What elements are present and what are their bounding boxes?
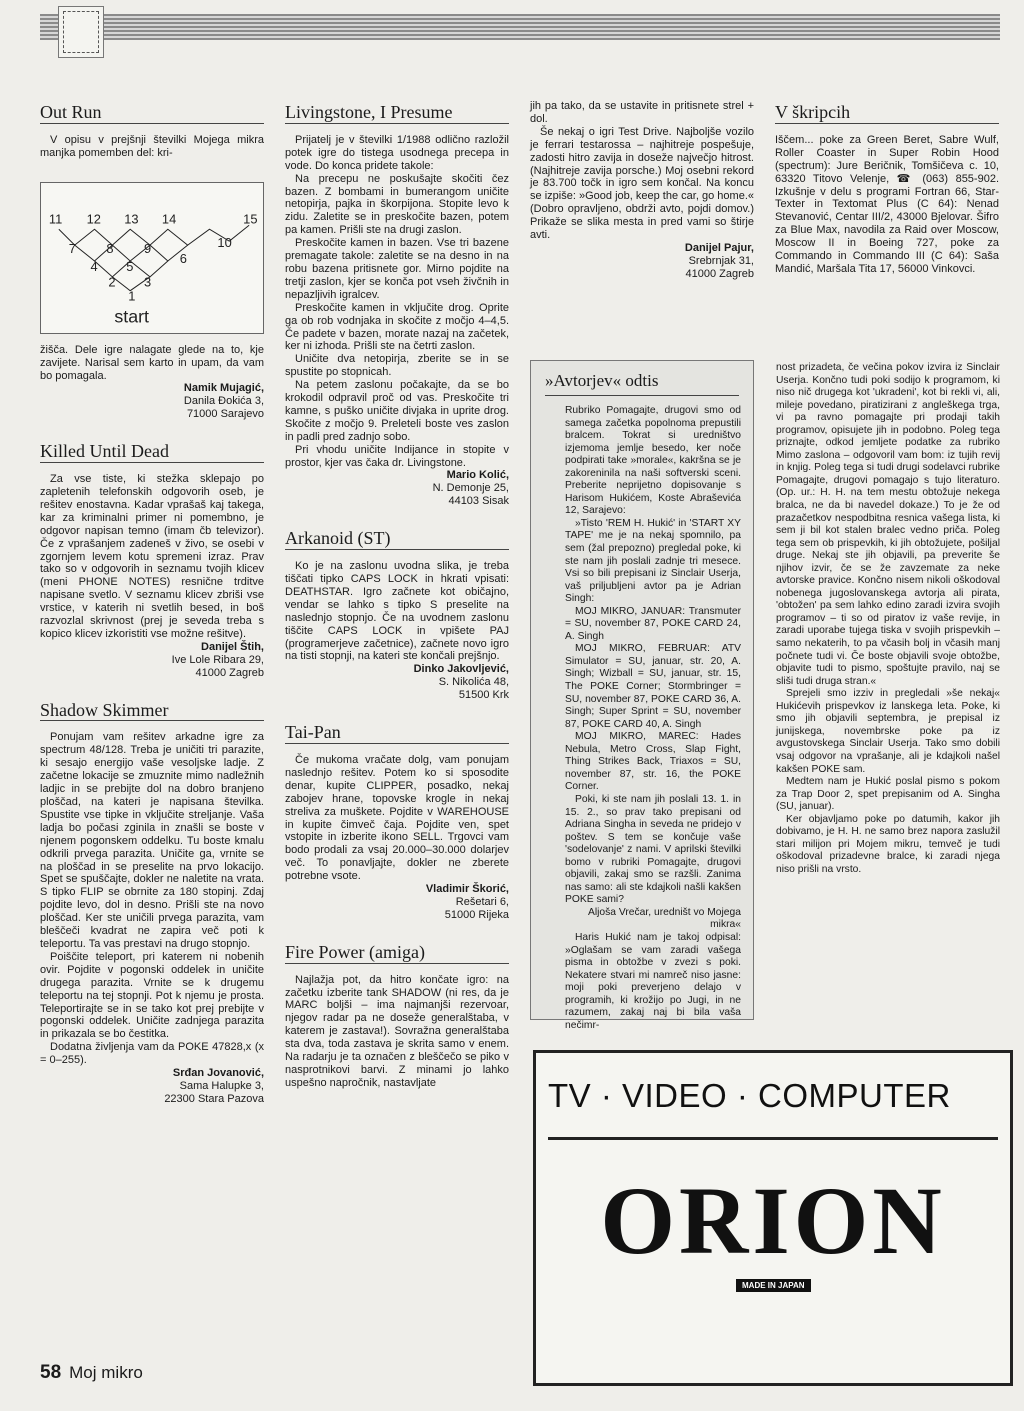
box-left-text: [565, 405, 741, 1032]
test-drive-text: Še nekaj o igri Test Drive. Najboljše vozilo je ferrari testarossa – najhitreje pospešuje, zadosti hitro zavija in doseže največjo hitrost. (Najhitreje zavija porsche.) Moj osebni rekord je 83.700 točk in igro sem končal. Na koncu se izpiše: »Good job, keep the car, go home.« (Dobro opravljeno, obdrži avto, pojdi domov.) Prikaže se slika mesta in pred vami so štirje avti.: [530, 125, 754, 242]
box-paragraph: »Tisto 'REM H. Hukić' in 'START XY TAPE' me je na nekaj spomnilo, pa sem (žal prepozno) pregledal poke, ki ste nam jih poslali zadnje tri mesece. Vsi so bili prepisani iz Sinclair Userja, vaš priljubljeni avtor pa je Adrian Singh:: [565, 517, 741, 605]
box-paragraph: Aljoša Vrečar, uredništ vo Mojega mikra«: [587, 906, 741, 931]
column-2: [285, 100, 509, 1090]
box-right-text: [776, 362, 1000, 876]
address-line: Ive Lole Ribara 29,: [171, 653, 264, 666]
signature: Danijel Pajur,: [684, 241, 754, 254]
column-4: [775, 100, 999, 276]
box-paragraph: Rubriko Pomagajte, drugovi smo od samega začetka popolnoma prepustili bralcem. Tokrat si uredništvo izjemoma jemlje besedo, ker noče podpirati take »morale«, kakršna se je zakoreninila na naši softverski sceni. Preberite neprijetno dopisovanje s Harisom Hukićem, Koste Abraševića 12, Sarajevo:: [565, 405, 741, 517]
map-node: 14: [161, 211, 177, 227]
box-paragraph: MOJ MIKRO, MAREC: Hades Nebula, Metro Cross, Slap Fight, Thing Strikes Back, Triaxos = SU, november 87, str. 16, the POKE Corner.: [565, 731, 741, 793]
livingstone-text: Uničite dva netopirja, zberite se in se spustite po stopnicah.: [285, 353, 509, 379]
address-line: 44103 Sisak: [448, 495, 509, 508]
address-line: Danila Đokića 3,: [183, 395, 264, 408]
map-node: 4: [90, 258, 98, 274]
address-line: Sama Halupke 3,: [179, 1079, 264, 1092]
signature: Srđan Jovanović,: [172, 1067, 264, 1080]
avtorjev-odtis-box: [530, 360, 754, 1031]
signature: Dinko Jakovljević,: [413, 663, 509, 676]
heading-shadow-skimmer: Shadow Skimmer: [40, 704, 264, 722]
shadow-skimmer-text: Ponujam vam rešitev arkadne igre za spectrum 48/128. Treba je uničiti tri parazite, ki sesajo energijo vaše vesoljske ladje. Z začetne lokacije se zmuznite mimo nadležnih ladjic in se prebijte dol na dobro branjeno ploščad, na kateri je napisana številka. Spustite vse tipke in vključite streljanje. Vaša ladja bo počasi zginila in znašli se boste v njenem pogonskem oddelku. Tu boste kmalu odkrili prvega parazita. Uničite ga, vrnite se na ploščad in se preselite na prvo lokacijo. Spet se spuščajte, dokler ne naletite na vrata. S tipko FLIP se obrnite za 180 stopinj. Zdaj pojdite levo, dol in desno. Prišli ste na novo ploščad. Ker ste uničili prvega parazita, vam bleščeči kvadrat ne zapira več poti k teleportu. Ta vas prestavi na drugo stopnjo.: [40, 731, 264, 950]
out-run-map-drawing: [41, 183, 263, 333]
address-line: Rešetari 6,: [455, 895, 509, 908]
map-node: 7: [68, 240, 76, 256]
heading-killed-until-dead: Killed Until Dead: [40, 445, 264, 463]
map-node: 11: [48, 211, 63, 227]
arkanoid-text: Ko je na zaslonu uvodna slika, je treba tiščati tipko CAPS LOCK in hkrati vpisati: DEATHSTAR. Igro začnete kot običajno, vendar se lahko s tipko S preselite na naslednjo stopnjo. Če na uvodnem zaslonu tiščite CAPS LOCK in vpišete PAJ (programerjeve začetnice), začnete novo igro na tisti stopnji, na kateri ste končali prejšnjo.: [285, 560, 509, 663]
signature: Vladimir Škorić,: [425, 883, 509, 896]
livingstone-text: Pri vhodu uničite Indijance in stopite v prostor, kjer vas čaka dr. Livingstone.: [285, 443, 509, 469]
heading-out-run: Out Run: [40, 106, 264, 124]
page-number: 58: [40, 1362, 62, 1383]
section-logo-icon: [58, 6, 104, 58]
map-node: 12: [86, 211, 101, 227]
shadow-skimmer-text-3: Dodatna življenja vam da POKE 47828,x (x = 0–255).: [40, 1041, 264, 1067]
livingstone-text: Na petem zaslonu počakajte, da se bo krokodil odpravil proč od vas. Preskočite tri kamne, s puško uničite divjaka in uprite drog. Skočite z močjo 9. Preleteli boste ves zaslon in padli pred zadnjo sobo.: [285, 379, 509, 443]
v-skripcih-text: Iščem... poke za Green Beret, Sabre Wulf, Roller Coaster in Super Robin Hood (spectrum): Jure Beričnik, Tomšičeva c. 10, 63320 Titovo Velenje, ☎ (063) 855-902. Izkušnje v delu s programi Fortran 66, Star-Texter in Textomat Plus (C 64): Nenad Stevanović, Centar III/2, 43000 Bjelovar. Šifro za Blue Max, navodila za Raid over Moscow, Moscow II in Boeing 727, poke za Commando in Commando III (C 64): Saša Mandić, Maršala Tita 17, 56000 Vinkovci.: [775, 133, 999, 275]
box-paragraph: MOJ MIKRO, FEBRUAR: ATV Simulator = SU, januar, str. 20, A. Singh; Wizball = SU, januar, str. 15, The POKE Corner; Stormbringer = SU, november 87, POKE CARD 36, A. Singh; Super Sprint = SU, november 87, POKE CARD 40, A. Singh: [565, 643, 741, 730]
address-line: 41000 Zagreb: [685, 267, 754, 280]
map-start-label: start: [114, 306, 150, 327]
signature: Danijel Štih,: [201, 640, 264, 653]
ad-made-in-badge: MADE IN JAPAN: [736, 1279, 811, 1292]
ad-brand-logo: ORION: [600, 1167, 946, 1274]
map-node: 15: [243, 211, 258, 227]
box-paragraph: Sprejeli smo izziv in pregledali »še nekaj« Hukićevih prispevkov iz lanskega leta. Poke, ki smo jih objavili septembra, je prepisal iz junijskega, novembrske poke pa iz avgustovskega Sinclair Userja. Tako smo dobili vsaj odgovor na vprašanje, ali je kdajkoli našel kakšen POKE sam.: [776, 688, 1000, 775]
heading-avtorjev-odtis: »Avtorjev« odtis: [545, 371, 739, 396]
column-1: [40, 100, 264, 1106]
livingstone-text: Prijatelj je v številki 1/1988 odlično razložil potek igre do tistega usodnega precepa in vode. Do konca pridete takole:: [285, 133, 509, 172]
header-stripe: [40, 14, 1000, 40]
orion-advertisement: [533, 1050, 1013, 1386]
heading-arkanoid: Arkanoid (ST): [285, 532, 509, 550]
column-3: [530, 100, 754, 281]
address-line: 22300 Stara Pazova: [164, 1092, 264, 1105]
box-paragraph: Haris Hukić nam je takoj odpisal: »Oglašam se vam zaradi vašega pisma in obtožbe v zvezi s poki. Nekatere stvari mi namreč niso jasne: moji poki preverjeno delajo v programih, ki krožijo po Jugi, in ne razumem, zakaj naj bi bila vaša nečimr-: [565, 931, 741, 1031]
map-node: 8: [106, 240, 114, 256]
out-run-text-2: žišča. Dele igre nalagate glede na to, kje zavijete. Narisal sem karto in upam, da vam bo pomagala.: [40, 343, 264, 382]
address-line: 51000 Rijeka: [444, 908, 509, 921]
heading-livingstone: Livingstone, I Presume: [285, 106, 509, 124]
heading-fire-power: Fire Power (amiga): [285, 946, 509, 964]
map-node: 2: [108, 274, 116, 290]
ad-tagline: TV · VIDEO · COMPUTER: [548, 1077, 951, 1114]
map-node: 6: [179, 250, 187, 266]
test-drive-text: jih pa tako, da se ustavite in pritisnete strel + dol.: [530, 100, 754, 125]
ad-divider: [548, 1137, 998, 1140]
magazine-name: Moj mikro: [69, 1363, 143, 1382]
address-line: 71000 Sarajevo: [186, 408, 264, 421]
out-run-map: [40, 182, 264, 334]
shadow-skimmer-text-2: Poiščite teleport, pri katerem ni nobenih ovir. Pojdite v pogonski oddelek in uničite drugega parazita. Vrnite se k drugemu teleportu na tej stopnji. Pot k njemu je prosta. Teleportirajte se in se tako kot prej prebijte v pogonski oddelek. Uničite zadnjega parazita in prikazala se bo čestitka.: [40, 950, 264, 1041]
map-node: 1: [128, 288, 136, 304]
out-run-text: V opisu v prejšnji številki Mojega mikra manjka pomemben del: kri-: [40, 133, 264, 159]
box-paragraph: MOJ MIKRO, JANUAR: Transmuter = SU, november 87, POKE CARD 24, A. Singh: [565, 605, 741, 642]
killed-until-dead-text: Za vse tiste, ki stežka sklepajo po zapletenih telefonskih odgovorih oseb, je rešitev enostavna. Kadar vprašaš kaj takega, kar za kriminalni primer ni pomembno, je odgovor napisan temno (imam čb televizor). Če z vprašanjem zadeneš v živo, se osebi v zgornjem levem kotu spremeni izraz. Prav tako so v odgovorih in seznamu tvojih klicev (meni PHONE NOTES) resnične trditve napisane svetlo. V seznamu klicev zbriši vse vrstice, v katerih ni svetlih besed, in boš razvozlal skrivnost (prej je seveda treba s kopico klicev izkoristiti vse možne rešitve).: [40, 473, 264, 640]
address-line: 51500 Krk: [458, 689, 509, 702]
map-node: 5: [126, 258, 134, 274]
signature: Namik Mujagić,: [183, 382, 264, 395]
address-line: Srebrnjak 31,: [688, 254, 754, 267]
address-line: N. Demonje 25,: [432, 482, 509, 495]
box-paragraph: nost prizadeta, če večina pokov izvira iz Sinclair Userja. Končno tudi poki sodijo k programom, ki niso nič drugega kot 'ukradeni', kot bi rekli vi, ali, mileje povedano, piratizirani z angleškega trga, vi pa ravno pomagajte pri prodaji takih programov, opisujete jih in podobno. Poleg tega priznajte, odkod jemljete podatke za rubriko Mimo zaslona – odgovoril vam bom: iz tujih revij in knjig. Poleg tega si tudi drugi sodelavci rubrike Pomagajte, drugovi pomagajo s tujo literaturo. (Op. ur.: H. H. na tem mestu obtožuje nekega bralca, ne da bi navedel dokaze.) To je že od prazačetkov nespodbitna resnica vašega lista, ki sem ji bil kot stalen bralec vedno priča. Poleg tega sem ob prispevkih, ki jih obtožujete, pošiljal druge. Nekaj ste jih objavili, pa preverite še njihov izvir, če se že zavzemate za neke avtorske pravice. Končno nisem nikoli oškodoval nobenega jugoslovanskega avtorja ali pirata, 'obtožen' pa sem lahko edino zaradi izvira svojih programov – ti so od piratov iz vaše revije, in zaradi uporabe tujega tiska v svojih prispevkih – samo nekaterih, to pa včasih bolj in včasih manj počnete tudi vi. Če boste objavili svoje obtožbe, objavite tudi to pismo, spoštujte pravilo, naj se sliši tudi druga stran.«: [776, 362, 1000, 687]
livingstone-text: Na precepu ne poskušajte skočiti čez bazen. Z bombami in bumerangom uničite netopirja, pajka in škorpijona. Stopite levo k zidu. Zaletite se in preskočite bazen, potem pa kamen. Prišli ste na drugi zaslon.: [285, 172, 509, 237]
address-line: 41000 Zagreb: [195, 666, 264, 679]
livingstone-text: Preskočite kamen in vključite drog. Oprite ga ob rob vodnjaka in skočite z močjo 4–4,5. Če padete v bazen, morate nazaj na začetek, ker ni izhoda. Prišli ste na četrti zaslon.: [285, 301, 509, 353]
heading-tai-pan: Tai-Pan: [285, 726, 509, 744]
page-footer: [40, 1362, 143, 1384]
box-paragraph: Poki, ki ste nam jih poslali 13. 1. in 15. 2., so prav tako prepisani od Adriana Singha in seveda ne pridejo v poštev. S tem se končuje vaše 'sodelovanje' z nami. V aprilski številki bomo v rubriki Pomagajte, drugovi objavili, zakaj smo se razšli. Zanima nas samo: ali ste kdajkoli našli kakšen POKE sami?: [565, 793, 741, 906]
signature: Mario Kolić,: [446, 469, 509, 482]
map-node: 13: [124, 211, 139, 227]
livingstone-text: Preskočite kamen in bazen. Vse tri bazene premagate takole: zaletite se na desno in na robu bazena pritisnete gor. Mirno pojdite na tretji zaslon, kjer se konča pot vseh živčnih in nepazljivih igralcev.: [285, 237, 509, 301]
address-line: S. Nikolića 48,: [438, 676, 509, 689]
map-node: 10: [217, 234, 232, 250]
box-paragraph: Medtem nam je Hukić poslal pismo s pokom za Trap Door 2, spet prepisanim od A. Singha (SU, januar).: [776, 776, 1000, 813]
heading-v-skripcih: V škripcih: [775, 106, 999, 124]
fire-power-text: Najlažja pot, da hitro končate igro: na začetku izberite tank SHADOW (ni res, da je MARC boljši – ima najmanjši rezervoar, njegov radar pa ne doseže generalštaba, v katerem je zastava!). Sovražna generalštaba sta dva, toda zastava je skrita samo v enem. Na radarju je ta označen z bleščečo se piko v nasprotnikovi barvi. Z minami jo lahko uspešno napročnik, nastavljate: [285, 973, 509, 1089]
box-paragraph: Ker objavljamo poke po datumih, kakor jih dobivamo, je H. H. ne samo brez napora zaslužil stari milijon pri Mojem mikru, temveč je tudi oškodoval prizadevne bralce, ki zaradi njega niso prišli na vrsto.: [776, 813, 1000, 875]
tai-pan-text: Če mukoma vračate dolg, vam ponujam naslednjo rešitev. Potem ko si sposodite denar, kupite CLIPPER, posadko, nekaj zabojev hrane, topovske krogle in nekaj streliva za muškete. Pojdite v WAREHOUSE in kupite čimveč čaja. Pojdite ven, spet vstopite in izberite ikono SELL. Trgovci vam bodo prodali za vsaj 20.000–30.000 dolarjev več. To ponavljajte, dokler ne zberete potrebne vsote.: [285, 753, 509, 883]
map-node: 9: [144, 240, 152, 256]
map-node: 3: [144, 274, 152, 290]
